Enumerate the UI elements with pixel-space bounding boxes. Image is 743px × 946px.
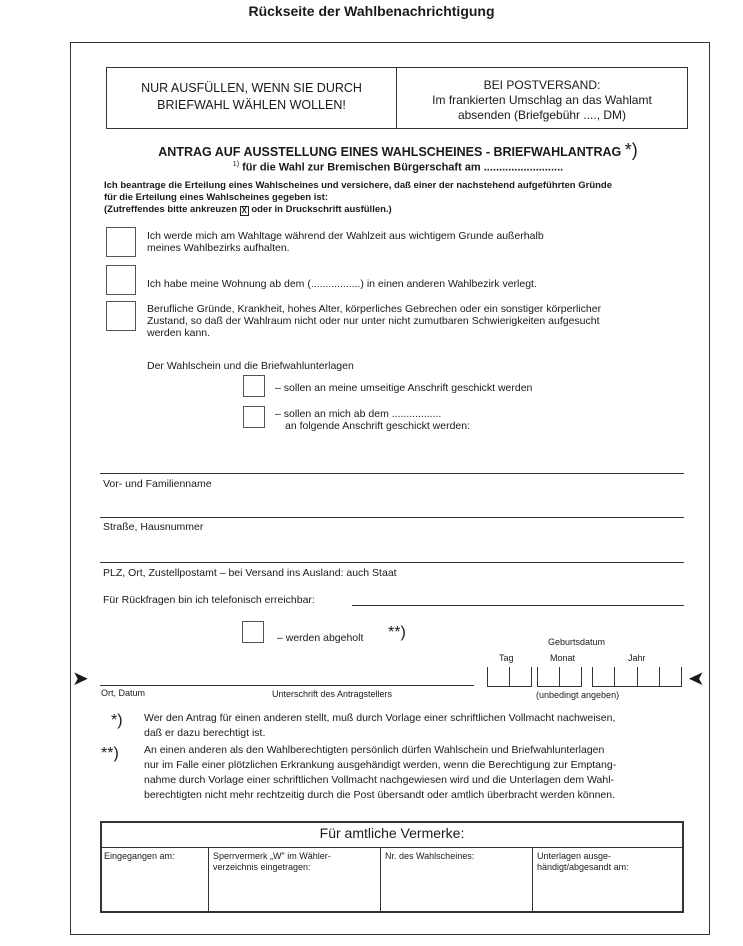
delivery-other-address-text [275,408,470,432]
birthdate-year-divider-3 [659,667,660,687]
pickup-footnote-mark: **) [388,624,406,641]
reason-health-line1: Berufliche Gründe, Krankheit, hohes Alter, körperliches Gebrechen oder ein sonstiger körperlicher [147,303,602,315]
official-sent-line1: Unterlagen ausge- [537,851,612,861]
delivery-other-address-checkbox[interactable] [243,406,265,428]
reason-away-line2: meines Wahlbezirks aufhalten. [147,242,290,254]
official-sperrvermerk-cell[interactable] [213,851,331,873]
birthdate-month-label: Monat [550,653,576,663]
intro-line3-end: oder in Druckschrift ausfüllen.) [251,204,392,215]
postversand-notice-box [396,67,688,129]
antrag-intro [104,180,694,216]
antrag-title [106,140,690,161]
birthdate-year-divider-2 [637,667,638,687]
election-footnote-mark: 1) [232,161,240,168]
name-label: Vor- und Familienname [103,478,212,490]
note2-line2: nur im Falle einer plötzlichen Erkrankung ausgehändigt werden, wenn die Berechtigung zur Emptang- [144,759,617,771]
election-date-text: für die Wahl zur Bremischen Bürgerschaft am .......................... [242,161,564,174]
city-input-line[interactable] [100,562,684,563]
delivery-own-address-text: – sollen an meine umseitige Anschrift geschickt werden [275,382,533,394]
note2-text [144,743,694,803]
phone-input-line[interactable] [352,605,684,606]
intro-line2: für die Erteilung eines Wahlscheines gegeben ist: [104,192,329,203]
reason-away-line1: Ich werde mich am Wahltage während der Wahlzeit aus wichtigem Grunde außerhalb [147,230,544,242]
phone-label: Für Rückfragen bin ich telefonisch erreichbar: [103,594,315,606]
note1-line1: Wer den Antrag für einen anderen stellt, muß durch Vorlage einer schriftlichen Vollmacht nachweisen, [144,712,616,724]
example-checked-box: X [241,206,247,215]
birthdate-year-divider-1 [614,667,615,687]
delivery-heading: Der Wahlschein und die Briefwahlunterlagen [147,360,354,372]
reason-moved-checkbox[interactable] [106,265,136,295]
briefwahl-notice-line1: NUR AUSFÜLLEN, WENN SIE DURCH [141,81,362,95]
delivery-other-line1: – sollen an mich ab dem ................. [275,408,442,420]
official-wahlschein-nr-cell[interactable]: Nr. des Wahlscheines: [385,851,475,861]
official-col-divider-2 [380,847,381,913]
reason-health-line3: werden kann. [147,327,211,339]
official-use-divider [100,847,684,848]
street-input-line[interactable] [100,517,684,518]
note2-line3: nahme durch Vorlage einer schriftlichen Vollmacht nachgewiesen wird und die Unterlagen dem Wahl- [144,774,615,786]
fold-arrow-right-icon: ➤ [688,668,705,690]
official-received-cell[interactable]: Eingegangen am: [104,851,175,861]
election-line [106,161,690,174]
reason-health-checkbox[interactable] [106,301,136,331]
reason-moved-text: Ich habe meine Wohnung ab dem (.................) in einen anderen Wahlbezirk verlegt. [147,278,537,290]
antrag-title-footnote-mark: *) [624,140,638,160]
reason-away-checkbox[interactable] [106,227,136,257]
fold-arrow-left-icon: ➤ [72,668,89,690]
official-col-divider-1 [208,847,209,913]
note1-mark: *) [111,712,123,729]
signature-input-line[interactable] [100,685,474,686]
briefwahl-notice-line2: BRIEFWAHL WÄHLEN WOLLEN! [157,98,346,112]
postversand-line1: BEI POSTVERSAND: [483,78,601,92]
reason-health-line2: Zustand, so daß der Wahlraum nicht oder nur unter nicht zumutbaren Schwierigkeiten aufgesucht [147,315,600,327]
place-date-label: Ort, Datum [101,688,146,698]
birthdate-title: Geburtsdatum [548,637,606,647]
postversand-line2: Im frankierten Umschlag an das Wahlamt [432,93,652,107]
note2-line1: An einen anderen als den Wahlberechtigten persönlich dürfen Wahlschein und Briefwahlunterlagen [144,744,605,756]
name-input-line[interactable] [100,473,684,474]
reason-health-text [147,303,601,339]
official-sent-cell[interactable] [537,851,629,873]
intro-line1: Ich beantrage die Erteilung eines Wahlscheines und versichere, daß einer der nachstehend aufgeführten Gründe [104,180,613,191]
official-sperrvermerk-line2: verzeichnis eingetragen: [213,862,311,872]
pickup-checkbox[interactable] [242,621,264,643]
page-title: Rückseite der Wahlbenachrichtigung [248,3,495,19]
delivery-other-line2: an folgende Anschrift geschickt werden: [285,420,471,432]
city-label: PLZ, Ort, Zustellpostamt – bei Versand ins Ausland: auch Staat [103,567,397,579]
birthdate-day-label: Tag [499,653,514,663]
official-col-divider-3 [532,847,533,913]
note1-line2: daß er dazu berechtigt ist. [144,727,266,739]
intro-line3 [104,204,694,216]
pickup-text: – werden abgeholt [277,632,364,644]
birthdate-month-divider [559,667,560,687]
note1-text [144,711,694,741]
official-sperrvermerk-line1: Sperrvermerk „W" im Wähler- [213,851,331,861]
note2-line4: berechtigten nicht mehr rechtzeitig durch die Post übersandt oder amtlich überbracht werden können. [144,789,616,801]
street-label: Straße, Hausnummer [103,521,204,533]
antrag-title-text: ANTRAG AUF AUSSTELLUNG EINES WAHLSCHEINES - BRIEFWAHLANTRAG [158,145,622,159]
birthdate-day-divider [509,667,510,687]
delivery-own-address-checkbox[interactable] [243,375,265,397]
briefwahl-notice-box [106,67,397,129]
postversand-line3: absenden (Briefgebühr ...., DM) [457,108,627,122]
intro-line3-start: (Zutreffendes bitte ankreuzen [104,204,238,215]
official-use-title: Für amtliche Vermerke: [319,825,465,841]
birthdate-required-label: (unbedingt angeben) [536,690,620,700]
note2-mark: **) [101,745,119,762]
birthdate-year-label: Jahr [628,653,646,663]
signature-label: Unterschrift des Antragstellers [272,689,393,699]
official-sent-line2: händigt/abgesandt am: [537,862,629,872]
reason-away-text [147,230,544,254]
